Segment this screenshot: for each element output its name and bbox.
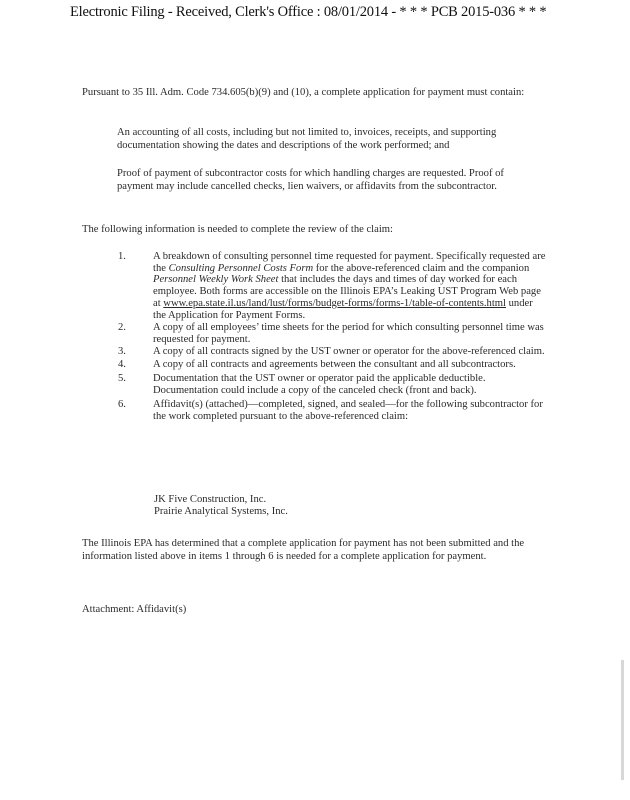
item-number: 2. (118, 322, 126, 334)
item-text: A copy of all contracts signed by the UST owner or operator for the above-referenced claim. (153, 345, 545, 357)
requirement-accounting: An accounting of all costs, including but not limited to, invoices, receipts, and supporting documentation showing the dates and descriptions of the work performed; and (117, 127, 497, 151)
needed-info-intro: The following information is needed to complete the review of the claim: (82, 224, 393, 235)
consulting-costs-form-title: Consulting Personnel Costs Form (168, 262, 314, 274)
item-number: 6. (118, 399, 126, 411)
item-text: A copy of all employees’ time sheets for the period for which consulting personnel time was requested for payment. (153, 322, 544, 345)
subcontractor-name: JK Five Construction, Inc. (154, 494, 267, 505)
conclusion-paragraph: The Illinois EPA has determined that a complete application for payment has not been submitted and the information listed above in items 1 through 6 is needed for a complete application for payment. (82, 538, 525, 562)
scan-edge-artifact (621, 660, 624, 780)
list-item (118, 373, 548, 396)
item-text: A breakdown of consulting personnel time requested for payment. Specifically requested are the Consulting Personnel Costs Form for the above-referenced claim and the companion Personnel Weekly Work Sheet that includes the days and times of day worked for each employee. Both forms are accessible on the Illinois EPA’s Leaking UST Program Web page at www.epa.state.il.us/land/lust/forms/budget-forms/forms-1/table-of-contents.html under the Application for Payment Forms. (153, 251, 546, 321)
subcontractor-list (154, 494, 288, 518)
forms-url-link[interactable]: www.epa.state.il.us/land/lust/forms/budget-forms/forms-1/table-of-contents.html (163, 297, 506, 309)
requirement-proof-of-payment: Proof of payment of subcontractor costs for which handling charges are requested. Proof of payment may include cancelled checks, lien waivers, or affidavits from the subcontractor. (117, 168, 504, 192)
item-number: 3. (118, 345, 126, 357)
item-number: 4. (118, 359, 126, 371)
list-item (118, 399, 548, 422)
intro-paragraph: Pursuant to 35 Ill. Adm. Code 734.605(b)(9) and (10), a complete application for payment must contain: (82, 87, 525, 98)
list-item (118, 251, 548, 321)
weekly-work-sheet-title: Personnel Weekly Work Sheet (153, 274, 279, 286)
item-text: A copy of all contracts and agreements between the consultant and all subcontractors. (153, 359, 516, 371)
item-number: 5. (118, 373, 126, 385)
required-items-list (118, 251, 548, 423)
list-item (118, 346, 548, 358)
list-item (118, 359, 548, 371)
subcontractor-name: Prairie Analytical Systems, Inc. (154, 506, 288, 517)
item-text: Affidavit(s) (attached)—completed, signed, and sealed—for the following subcontractor for the work completed pursuant to the above-referenced claim: (153, 399, 543, 423)
item-number: 1. (118, 251, 126, 262)
list-item (118, 322, 548, 345)
attachment-line: Attachment: Affidavit(s) (82, 604, 187, 615)
filing-stamp-header: Electronic Filing - Received, Clerk's Office : 08/01/2014 - * * * PCB 2015-036 * * * (70, 4, 547, 20)
item-text: Documentation that the UST owner or operator paid the applicable deductible. Documentation could include a copy of the canceled check (front and back). (153, 373, 486, 396)
